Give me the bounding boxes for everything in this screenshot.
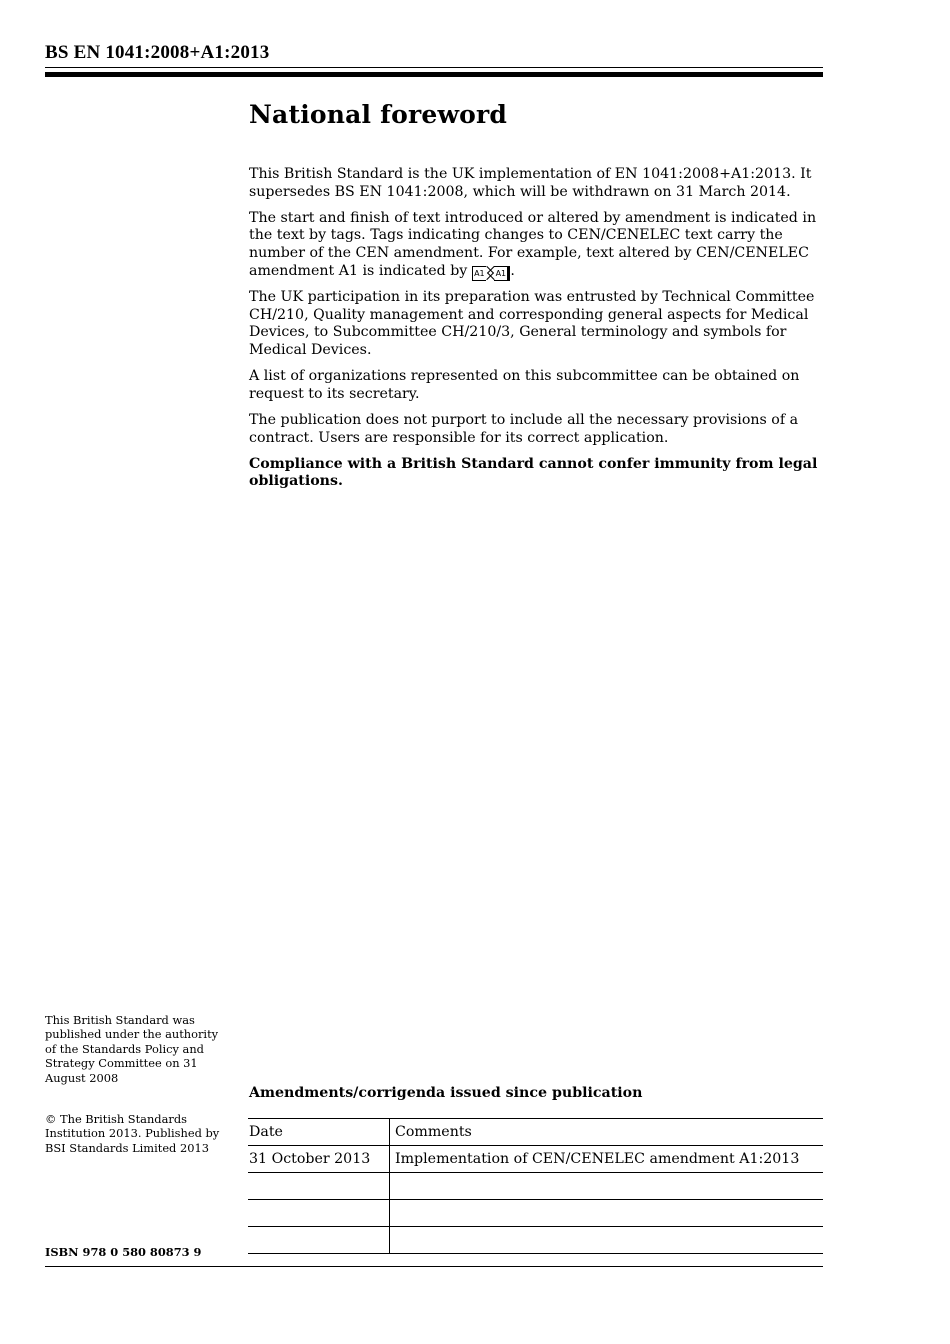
paragraph-implementation: This British Standard is the UK implementation of EN 1041:2008+A1:2013. It supersedes BS EN 1041:2008, which will be withdrawn on 31 March 2014.: [249, 166, 812, 200]
table-cell-comment: [390, 1227, 824, 1254]
foreword-body: [249, 166, 827, 499]
amendments-table: [248, 1118, 823, 1254]
header-rule-thick: [45, 72, 823, 77]
paragraph-committee: The UK participation in its preparation was entrusted by Technical Committee CH/210, Quality management and corresponding general aspects for Medical Devices, to Subcommittee CH/210/3, General terminology and symbols for Medical Devices.: [249, 289, 815, 358]
table-row: [248, 1173, 823, 1200]
table-row: [248, 1200, 823, 1227]
column-header-date: Date: [248, 1119, 390, 1146]
amendment-close-tag-icon: A1: [494, 266, 510, 281]
publication-note: This British Standard was published under the authority of the Standards Policy and Strategy Committee on 31 August 2008: [45, 1013, 219, 1085]
table-cell-date: 31 October 2013: [248, 1146, 390, 1173]
copyright-note: © The British Standards Institution 2013. Published by BSI Standards Limited 2013: [45, 1112, 220, 1155]
table-cell-comment: [390, 1200, 824, 1227]
page-title: National foreword: [249, 100, 508, 129]
isbn: ISBN 978 0 580 80873 9: [45, 1245, 202, 1259]
paragraph-amendment-tags-end: .: [510, 262, 515, 279]
table-cell-comment: Implementation of CEN/CENELEC amendment A1:2013: [390, 1146, 824, 1173]
table-header-row: [248, 1119, 823, 1146]
table-row: [248, 1227, 823, 1254]
paragraph-organizations: A list of organizations represented on this subcommittee can be obtained on request to its secretary.: [249, 368, 800, 402]
footer-rule: [45, 1266, 823, 1267]
amendment-open-tag-icon: A1: [472, 266, 486, 281]
header-rule-thin: [45, 67, 823, 68]
amendments-heading: Amendments/corrigenda issued since publication: [249, 1085, 643, 1101]
table-cell-comment: [390, 1173, 824, 1200]
column-header-comments: Comments: [390, 1119, 824, 1146]
table-row: [248, 1146, 823, 1173]
paragraph-amendment-tags-text: The start and finish of text introduced or altered by amendment is indicated in the text by tags. Tags indicating changes to CEN/CENELEC text carry the number of the CEN amendment. For example, text altered by CEN/CENELEC amendment A1 is indicated by: [249, 209, 817, 279]
table-cell-date: [248, 1227, 390, 1254]
paragraph-amendment-tags: [249, 210, 827, 281]
table-cell-date: [248, 1173, 390, 1200]
standard-code: BS EN 1041:2008+A1:2013: [45, 42, 270, 63]
paragraph-compliance: Compliance with a British Standard cannot confer immunity from legal obligations.: [249, 455, 818, 490]
table-cell-date: [248, 1200, 390, 1227]
paragraph-provisions: The publication does not purport to include all the necessary provisions of a contract. Users are responsible for its correct application.: [249, 411, 799, 446]
